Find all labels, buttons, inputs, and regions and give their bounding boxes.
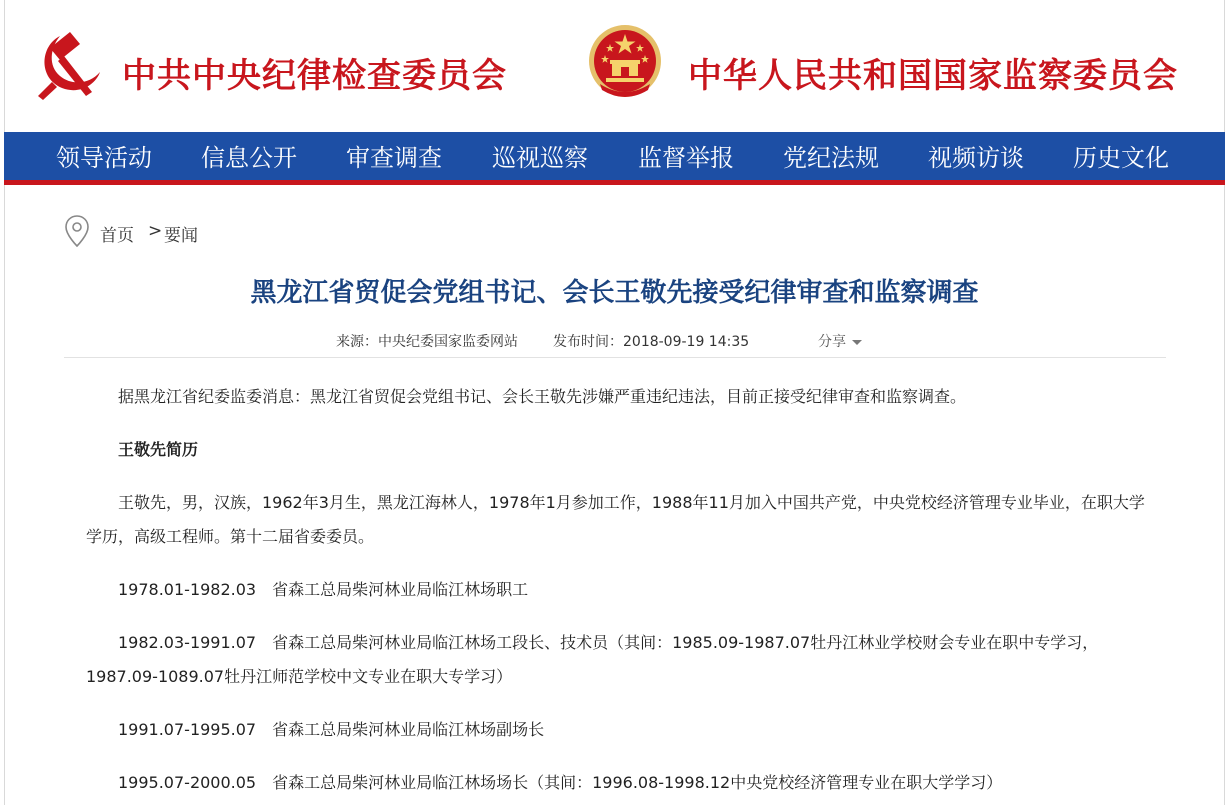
article-paragraph: 王敬先，男，汉族，1962年3月生，黑龙江海林人，1978年1月参加工作，1988年11月加入中国共产党，中央党校经济管理专业毕业，在职大学学历，高级工程师。第十二届省委委员。 xyxy=(86,493,1145,546)
location-pin-icon xyxy=(64,214,90,248)
article-title: 黑龙江省贸促会党组书记、会长王敬先接受纪律审查和监察调查 xyxy=(250,278,979,308)
article-paragraph: 1982.03-1991.07 省森工总局柴河林业局临江林场工段长、技术员（其间：1985.09-1987.07牡丹江林业学校财会专业在职中专学习，1987.09-1089.07牡丹江师范学校中文专业在职大专学习） xyxy=(86,633,1099,686)
nav-item-inspection[interactable]: 巡视巡察 xyxy=(492,144,588,172)
nav-item-investigation[interactable]: 审查调查 xyxy=(346,144,442,172)
article-body xyxy=(86,380,1150,800)
share-label: 分享 xyxy=(818,334,846,350)
nav-item-history[interactable]: 历史文化 xyxy=(1073,144,1169,172)
article-divider xyxy=(64,357,1166,358)
article-paragraph: 1991.07-1995.07 省森工总局柴河林业局临江林场副场长 xyxy=(118,720,545,739)
article-source: 来源：中央纪委国家监委网站 xyxy=(336,334,518,350)
hammer-sickle-icon[interactable] xyxy=(30,26,106,102)
org-name-nsc[interactable]: 中华人民共和国国家监察委员会 xyxy=(688,56,1178,96)
chevron-down-icon xyxy=(852,340,862,345)
article-paragraph: 据黑龙江省纪委监委消息：黑龙江省贸促会党组书记、会长王敬先涉嫌严重违纪违法，目前正接受纪律审查和监察调查。 xyxy=(118,387,967,406)
article-paragraph: 1995.07-2000.05 省森工总局柴河林业局临江林场场长（其间：1996.08-1998.12中央党校经济管理专业在职大学学习） xyxy=(118,773,1003,792)
nav-item-video[interactable]: 视频访谈 xyxy=(928,144,1024,172)
article-subheading: 王敬先简历 xyxy=(118,440,199,459)
breadcrumb-separator: > xyxy=(148,221,163,241)
breadcrumb-current-link[interactable]: 要闻 xyxy=(164,226,198,246)
share-button[interactable] xyxy=(818,331,862,351)
breadcrumb-home-link[interactable]: 首页 xyxy=(100,226,134,246)
nav-item-report[interactable]: 监督举报 xyxy=(638,144,734,172)
main-nav xyxy=(4,132,1225,185)
nav-item-info-disclosure[interactable]: 信息公开 xyxy=(201,144,297,172)
site-header xyxy=(0,0,1229,132)
article-paragraph: 1978.01-1982.03 省森工总局柴河林业局临江林场职工 xyxy=(118,580,529,599)
article-publish-time: 发布时间：2018-09-19 14:35 xyxy=(553,334,750,350)
nav-item-leadership[interactable]: 领导活动 xyxy=(56,144,152,172)
nav-item-regulations[interactable]: 党纪法规 xyxy=(783,144,879,172)
org-name-ccdi[interactable]: 中共中央纪律检查委员会 xyxy=(122,56,507,96)
national-emblem-icon xyxy=(586,22,664,104)
